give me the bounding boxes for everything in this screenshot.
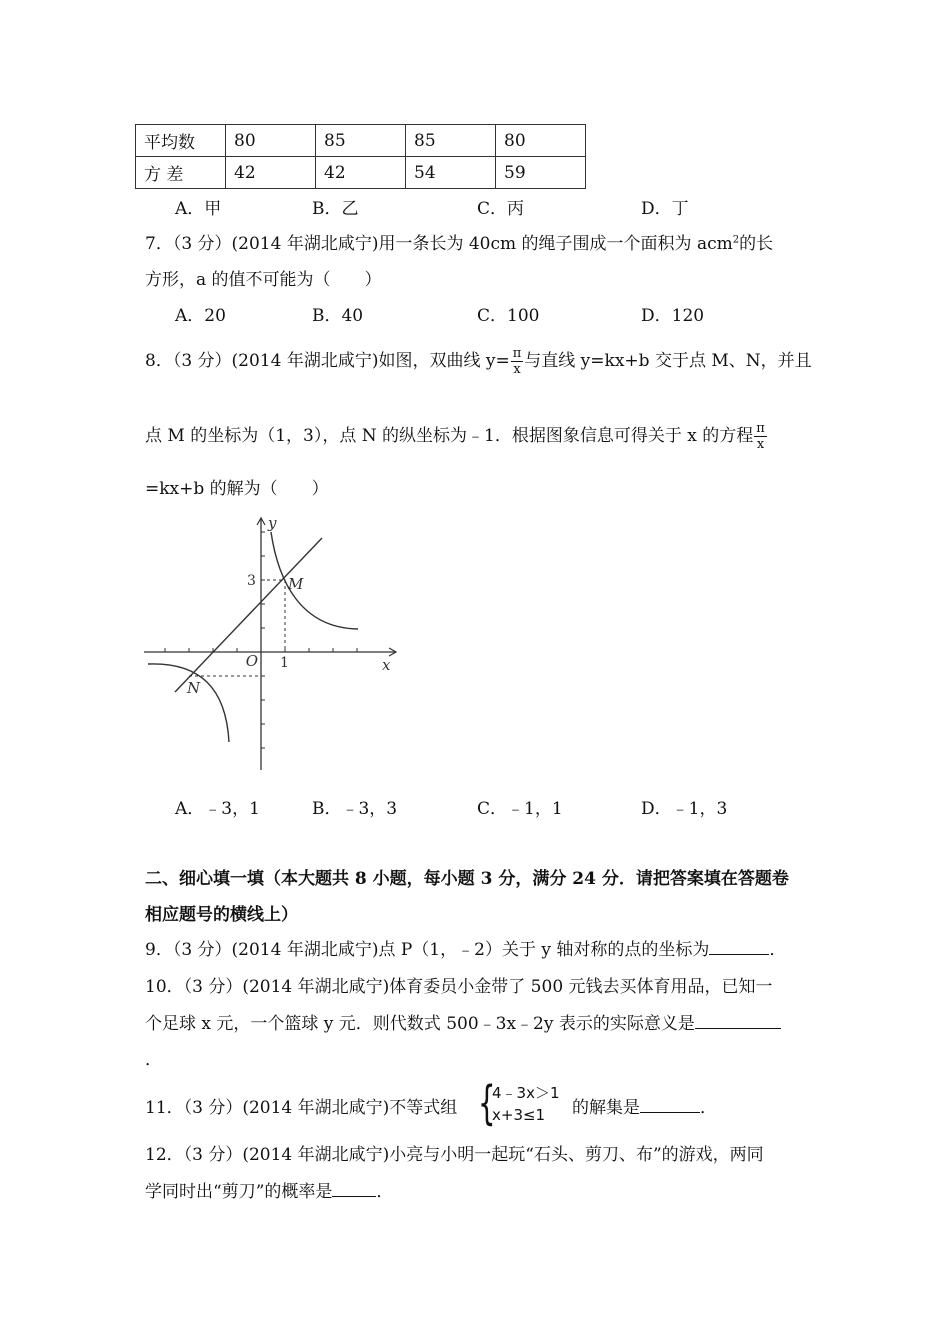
q12-line-1: 12．（3 分）(2014 年湖北咸宁)小亮与小明一起玩“石头、剪刀、布”的游戏，两同	[145, 1145, 764, 1165]
q7-superscript: 2	[732, 234, 740, 246]
y-axis-label: y	[268, 514, 277, 532]
q9-text: 9．（3 分）(2014 年湖北咸宁)点 P（1，﹣2）关于 y 轴对称的点的坐标为	[145, 940, 710, 960]
table-cell: 80	[226, 125, 316, 157]
q8-option-a: A．﹣3，1	[175, 799, 260, 819]
q8-line-1	[145, 346, 812, 376]
q7-text-a: 7．（3 分）(2014 年湖北咸宁)用一条长为 40cm 的绳子围成一个面积为 acm	[145, 234, 733, 254]
table-cell: 85	[316, 125, 406, 157]
point-m-label: M	[288, 575, 304, 593]
fraction-numerator: π	[512, 346, 522, 361]
section-2-heading-line-1: 二、细心填一填（本大题共 8 小题，每小题 3 分，满分 24 分．请把答案填在答题卷	[145, 869, 789, 889]
q11-prefix: 11．（3 分）(2014 年湖北咸宁)不等式组	[145, 1098, 458, 1118]
y-tick-label-3: 3	[247, 573, 256, 589]
inequality-system	[478, 1076, 578, 1130]
x-tick-label-1: 1	[280, 655, 289, 671]
q10-line-1: 10．（3 分）(2014 年湖北咸宁)体育委员小金带了 500 元钱去买体育用品，已知一	[145, 977, 773, 997]
table-row	[136, 125, 586, 157]
table-cell: 42	[226, 157, 316, 189]
q6-option-c: C．丙	[477, 199, 525, 219]
q7-option-a: A．20	[175, 306, 226, 326]
left-brace-icon: {	[478, 1076, 496, 1130]
fraction-numerator: π	[756, 421, 765, 436]
hyperbola-line-graph	[140, 510, 400, 775]
pi-over-x-fraction	[754, 422, 767, 451]
q9-answer-blank	[709, 940, 769, 955]
section-2-heading-line-2: 相应题号的横线上）	[145, 905, 298, 925]
q8-option-b: B．﹣3，3	[312, 799, 398, 819]
q6-option-d: D．丁	[641, 199, 689, 219]
q7-line-1	[145, 229, 773, 254]
q10-answer-blank	[695, 1014, 781, 1029]
q8-text-a: 8．（3 分）(2014 年湖北咸宁)如图，双曲线 y=	[145, 351, 510, 371]
q11-suffix: 的解集是	[572, 1098, 640, 1118]
q11-answer-blank	[640, 1098, 700, 1113]
table-cell: 80	[496, 125, 586, 157]
table-cell: 59	[496, 157, 586, 189]
pi-over-x-fraction	[511, 347, 524, 376]
table-row	[136, 157, 586, 189]
q7-option-c: C．100	[477, 306, 540, 326]
fraction-denominator: x	[513, 362, 521, 377]
q7-line-2: 方形，a 的值不可能为（ ）	[145, 270, 382, 290]
stats-table	[135, 124, 586, 189]
q8-option-c: C．﹣1，1	[477, 799, 563, 819]
q8-line-3: =kx+b 的解为（ ）	[145, 479, 329, 499]
q8-line-2	[145, 421, 768, 451]
table-cell: 54	[406, 157, 496, 189]
q8-text-c: 点 M 的坐标为（1，3），点 N 的纵坐标为﹣1．根据图象信息可得关于 x 的方程	[145, 426, 754, 446]
q7-text-b: 的长	[739, 234, 774, 254]
q11-suffix-group	[572, 1093, 717, 1118]
q6-option-a: A．甲	[175, 199, 222, 219]
inequality-2: x+3≤1	[492, 1106, 546, 1124]
row-label: 方 差	[136, 157, 226, 189]
origin-label: O	[245, 652, 258, 670]
q6-option-b: B．乙	[312, 199, 359, 219]
q12-answer-blank	[332, 1182, 376, 1197]
inequality-1: 4﹣3x＞1	[492, 1084, 560, 1102]
q11-end: ．	[700, 1098, 717, 1118]
q12-text: 学同时出“剪刀”的概率是	[145, 1182, 333, 1202]
table-cell: 85	[406, 125, 496, 157]
q10-text: 个足球 x 元，一个篮球 y 元．则代数式 500﹣3x﹣2y 表示的实际意义是	[145, 1014, 695, 1034]
q9-end: ．	[769, 940, 787, 960]
q9-line	[145, 935, 786, 960]
q10-line-2	[145, 1009, 781, 1034]
q8-text-b: 与直线 y=kx+b 交于点 M、N，并且	[524, 351, 812, 371]
q12-end: ．	[376, 1182, 394, 1202]
hyperbola-branch-left	[148, 664, 229, 742]
q10-line-3: ．	[145, 1050, 162, 1070]
q8-option-d: D．﹣1，3	[641, 799, 728, 819]
fraction-denominator: x	[756, 437, 765, 452]
q7-option-b: B．40	[312, 306, 364, 326]
row-label: 平均数	[136, 125, 226, 157]
point-n-label: N	[187, 679, 201, 697]
q12-line-2	[145, 1177, 393, 1202]
table-cell: 42	[316, 157, 406, 189]
x-axis-label: x	[382, 656, 391, 674]
q7-option-d: D．120	[641, 306, 705, 326]
